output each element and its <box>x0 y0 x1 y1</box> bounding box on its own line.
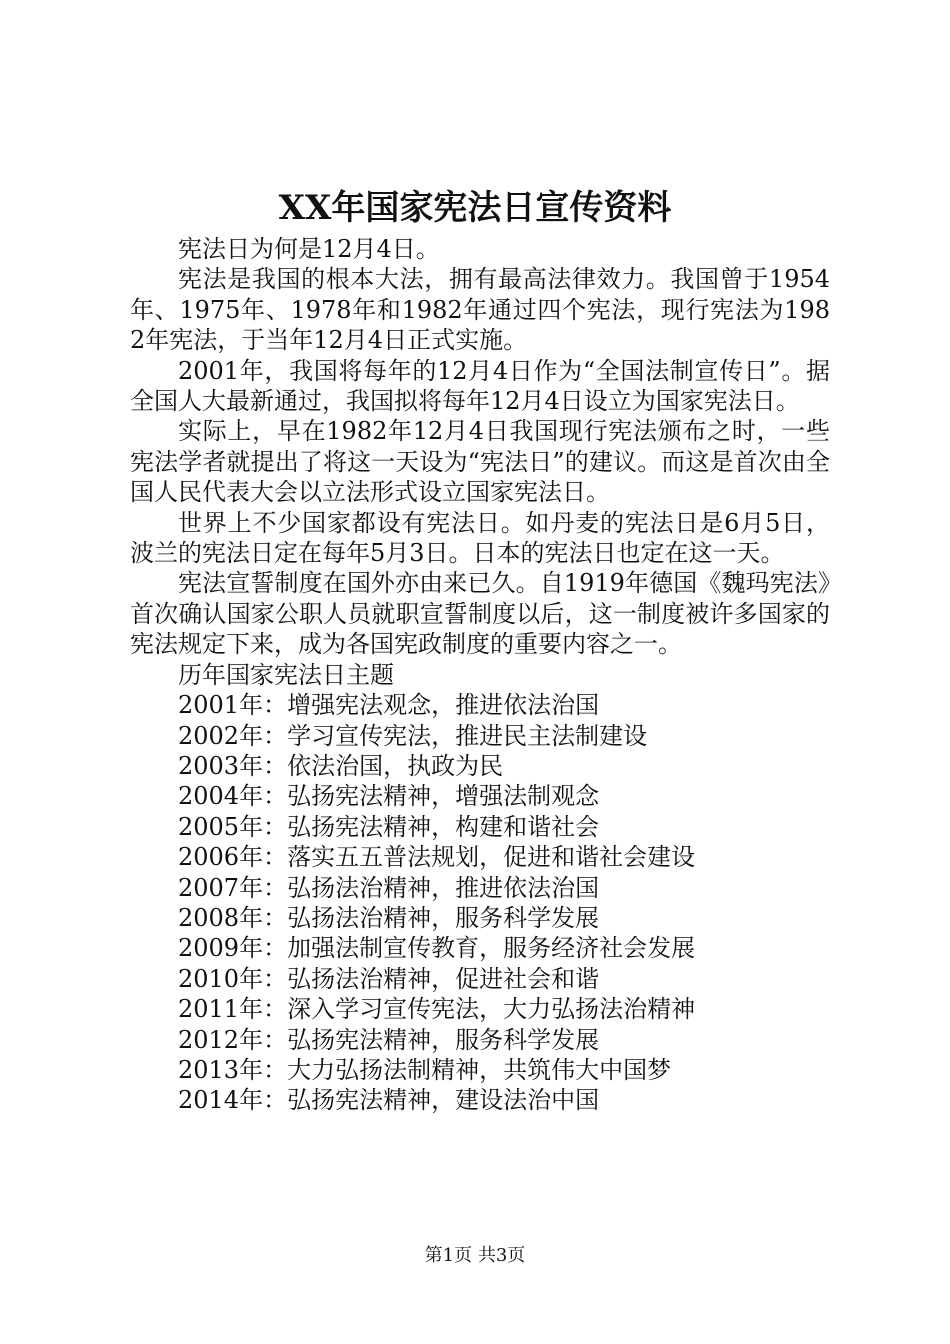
paragraph: 宪法日为何是12月4日。 <box>178 235 440 263</box>
theme-item: 2012年：弘扬宪法精神，服务科学发展 <box>178 1025 600 1054</box>
theme-item: 2007年：弘扬法治精神，推进依法治国 <box>178 873 600 902</box>
paragraph: 世界上不少国家都设有宪法日。如丹麦的宪法日是6月5日，波兰的宪法日定在每年5月3日。日本的宪法日也定在这一天。 <box>130 508 830 568</box>
themes-list <box>130 690 830 1116</box>
theme-item: 2002年：学习宣传宪法，推进民主法制建设 <box>178 721 648 750</box>
theme-item: 2005年：弘扬宪法精神，构建和谐社会 <box>178 812 600 841</box>
paragraph: 实际上，早在1982年12月4日我国现行宪法颁布之时，一些宪法学者就提出了将这一天设为“宪法日”的建议。而这是首次由全国人民代表大会以立法形式设立国家宪法日。 <box>130 417 830 507</box>
theme-item: 2003年：依法治国，执政为民 <box>178 751 504 780</box>
document-title: XX年国家宪法日宣传资料 <box>278 188 672 228</box>
page-footer: 第1页 共3页 <box>424 1245 526 1266</box>
paragraph: 2001年，我国将每年的12月4日作为“全国法制宣传日”。据全国人大最新通过，我国拟将每年12月4日设立为国家宪法日。 <box>130 356 830 416</box>
theme-item: 2010年：弘扬法治精神，促进社会和谐 <box>178 964 600 993</box>
theme-item: 2014年：弘扬宪法精神，建设法治中国 <box>178 1086 600 1115</box>
theme-item: 2001年：增强宪法观念，推进依法治国 <box>178 691 600 720</box>
theme-item: 2013年：大力弘扬法制精神，共筑伟大中国梦 <box>178 1055 672 1084</box>
theme-item: 2009年：加强法制宣传教育，服务经济社会发展 <box>178 934 696 963</box>
theme-item: 2004年：弘扬宪法精神，增强法制观念 <box>178 782 600 811</box>
theme-item: 2006年：落实五五普法规划，促进和谐社会建设 <box>178 843 696 872</box>
themes-heading: 历年国家宪法日主题 <box>178 660 394 689</box>
theme-item: 2011年：深入学习宣传宪法，大力弘扬法治精神 <box>178 995 696 1024</box>
document-body <box>130 234 830 1116</box>
paragraph: 宪法是我国的根本大法，拥有最高法律效力。我国曾于1954年、1975年、1978年和1982年通过四个宪法，现行宪法为1982年宪法，于当年12月4日正式实施。 <box>130 265 830 355</box>
theme-item: 2008年：弘扬法治精神，服务科学发展 <box>178 903 600 932</box>
paragraph: 宪法宣誓制度在国外亦由来已久。自1919年德国《魏玛宪法》首次确认国家公职人员就职宣誓制度以后，这一制度被许多国家的宪法规定下来，成为各国宪政制度的重要内容之一。 <box>130 569 830 659</box>
